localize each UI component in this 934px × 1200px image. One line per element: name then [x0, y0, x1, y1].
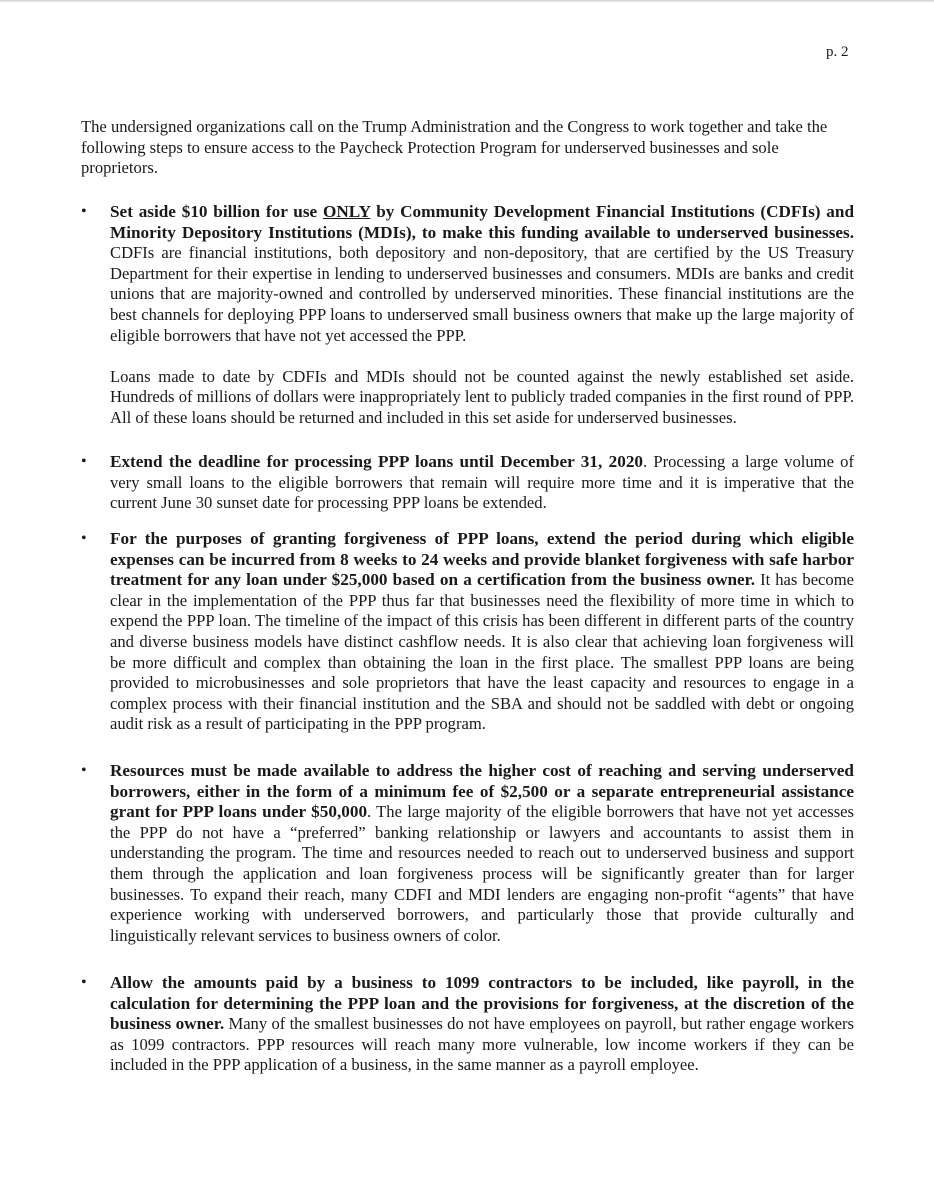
- list-item-1099-contractors: [81, 973, 854, 1076]
- bullet-icon: •: [81, 974, 87, 991]
- item-text: CDFIs are financial institutions, both depository and non-depository, that are certified by the US Treasury Department for their expertise in lending to underserved businesses and consumers. MDIs are banks and credit unions that are majority-owned and controlled by underserved minorities. These financial institutions are the best channels for deploying PPP loans to underserved small business owners that make up the large majority of eligible borrowers that have not yet accessed the PPP.: [110, 243, 854, 345]
- item-lead: Resources must be made available to address the higher cost of reaching and serving underserved borrowers, either in the form of a minimum fee of $2,500 or a separate entrepreneurial assistance grant for PPP loans under $50,000: [110, 761, 854, 822]
- intro-paragraph: The undersigned organizations call on the Trump Administration and the Congress to work together and take the following steps to ensure access to the Paycheck Protection Program for underserved businesses and sole proprietors.: [81, 117, 828, 178]
- item-lead: For the purposes of granting forgiveness of PPP loans, extend the period during which eligible expenses can be incurred from 8 weeks to 24 weeks and provide blanket forgiveness with safe harbor treatment for any loan under $25,000 based on a certification from the business owner.: [110, 529, 854, 590]
- item-text: . The large majority of the eligible borrowers that have not yet accesses the PPP do not have a “preferred” banking relationship or lawyers and accountants to assist them in understanding the program. The time and resources needed to reach out to underserved business and support them through the application and loan forgiveness process will be significantly greater than for larger businesses. To expand their reach, many CDFI and MDI lenders are engaging non-profit “agents” that have experience working with underserved borrowers, and particularly those that provide culturally and linguistically relevant services to business owners of color.: [110, 802, 854, 945]
- item-text: Many of the smallest businesses do not have employees on payroll, but rather engage workers as 1099 contractors. PPP resources will reach many more vulnerable, low income workers if they can be included in the PPP application of a business, in the same manner as a payroll employee.: [110, 1014, 855, 1075]
- page-top-edge: [0, 0, 934, 3]
- page-number: p. 2: [826, 44, 849, 60]
- item-lead: Allow the amounts paid by a business to 1099 contractors to be included, like payroll, in the calculation for determining the PPP loan and the provisions for forgiveness, at the discretion of the business owner.: [110, 973, 854, 1034]
- bullet-icon: •: [81, 530, 87, 547]
- bullet-icon: •: [81, 762, 87, 779]
- item-paragraph-2: Loans made to date by CDFIs and MDIs should not be counted against the newly established set aside. Hundreds of millions of dollars were inappropriately lent to publicly traded companies in the first round of PPP. All of these loans should be returned and included in this set aside for underserved businesses.: [110, 366, 854, 427]
- item-text: It has become clear in the implementation of the PPP thus far that businesses need the flexibility of more time in which to expend the PPP loan. The timeline of the impact of this crisis has been different in different parts of the country and diverse business models have distinct cashflow needs. It is also clear that achieving loan forgiveness will be more difficult and complex than obtaining the loan in the first place. The smallest PPP loans are being provided to microbusinesses and sole proprietors that have the least capacity and resources to engage in a complex process with their financial institution and the SBA and should not be saddled with debt or ongoing audit risk as a result of participating in the PPP program.: [110, 570, 854, 734]
- list-item-deadline: [81, 452, 854, 514]
- list-item-forgiveness: [81, 529, 854, 735]
- item-lead: Set aside $10 billion for use ONLY by Community Development Financial Institutions (CDFIs) and Minority Depository Institutions (MDIs), to make this funding available to underserved businesses.: [110, 202, 854, 242]
- item-text: . Processing a large volume of very small loans to the eligible borrowers that remain will require more time and it is imperative that the current June 30 sunset date for processing PPP loans be extended.: [110, 452, 854, 513]
- item-lead: Extend the deadline for processing PPP loans until December 31, 2020: [110, 452, 644, 471]
- list-item-set-aside: [81, 202, 854, 429]
- bullet-icon: •: [81, 203, 87, 220]
- list-item-resources: [81, 761, 854, 946]
- bullet-icon: •: [81, 453, 87, 470]
